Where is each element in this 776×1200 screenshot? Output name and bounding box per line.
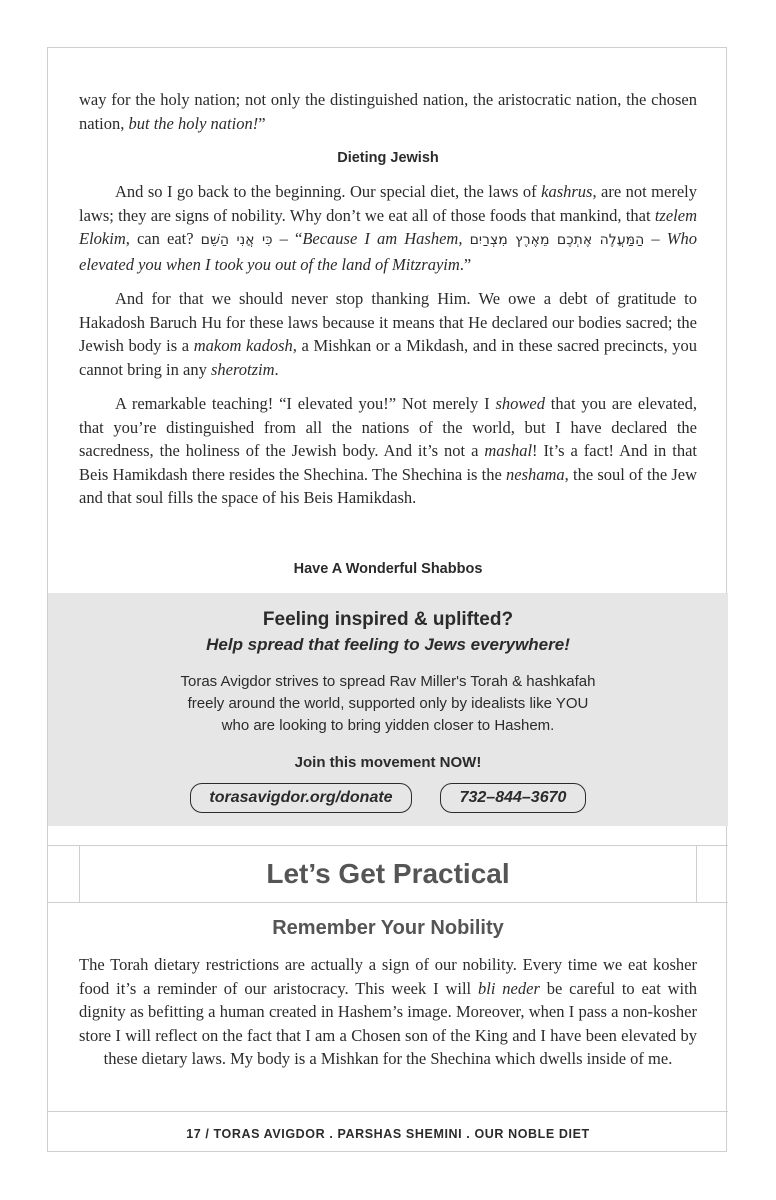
practical-title: Let’s Get Practical — [266, 858, 510, 889]
article-paragraph-2: And for that we should never stop thanking Him. We owe a debt of gratitude to Hakadosh Baruch Hu for these laws because it means that He declared our bodies sacred; the Jewish body is a makom kadosh, a Mishkan or a Mikdash, and in these sacred precincts, you cannot bring in any sherotzim. — [79, 289, 697, 379]
article-paragraph-3: A remarkable teaching! “I elevated you!” Not merely I showed that you are elevated, that you’re distinguished from all the nations of the world, but I have declared the sacredness, the holiness of the Jewish body. And it’s not a mashal! It’s a fact! And in that Beis Hamikdash there resides the Shechina. The Shechina is the neshama, the soul of the Jew and that soul fills the space of his Beis Hamikdash. — [79, 394, 697, 507]
donate-title: Feeling inspired & uplifted? — [262, 609, 514, 630]
donate-call-to-action: Join this movement NOW! — [294, 754, 482, 771]
practical-subtitle: Remember Your Nobility — [272, 917, 504, 939]
hebrew-phrase-1: כִּי אֲנִי הַשֵּׁם — [200, 232, 273, 248]
donate-link[interactable]: torasavigdor.org/donate — [190, 783, 412, 813]
page-footer: 17 / TORAS AVIGDOR . PARSHAS SHEMINI . OUR NOBLE DIET — [186, 1127, 590, 1141]
phone-number[interactable]: 732–844–3670 — [440, 783, 586, 813]
donate-line-3: who are looking to bring yidden closer to Hashem. — [221, 717, 555, 734]
donate-banner — [48, 593, 728, 826]
footer-divider — [48, 1111, 728, 1112]
donate-subtitle: Help spread that feeling to Jews everywhere! — [206, 635, 570, 654]
section-heading-dieting-jewish: Dieting Jewish — [337, 150, 439, 166]
article-paragraph-0: way for the holy nation; not only the distinguished nation, the aristocratic nation, the chosen nation, but the holy nation!” — [79, 90, 697, 133]
donate-line-1: Toras Avigdor strives to spread Rav Miller's Torah & hashkafah — [180, 673, 596, 690]
practical-banner — [48, 845, 728, 903]
article-paragraph-1: And so I go back to the beginning. Our special diet, the laws of kashrus, are not merely laws; they are signs of nobility. Why don’t we eat all of those foods that mankind, that tzelem Elokim, can eat? כִּי אֲנִי הַשֵּׁם – “Because I am Hashem, הַמַּעֲלֶה אֶתְכֶם מֵאֶרֶץ מִצְרַיִם – Who elevated you when I took you out of the land of Mitzrayim.” — [79, 182, 697, 274]
donate-line-2: freely around the world, supported only by idealists like YOU — [187, 695, 589, 712]
hebrew-phrase-2: הַמַּעֲלֶה אֶתְכֶם מֵאֶרֶץ מִצְרַיִם — [469, 232, 645, 248]
donate-description — [48, 671, 728, 737]
practical-paragraph: The Torah dietary restrictions are actually a sign of our nobility. Every time we eat kosher food it’s a reminder of our aristocracy. This week I will bli neder be careful to eat with dignity as befitting a human created in Hashem’s image. Moreover, when I pass a non-kosher store I will reflect on the fact that I am a Chosen son of the King and I have been elevated by these dietary laws. My body is a Mishkan for the Shechina which dwells inside of me. — [79, 955, 697, 1068]
closing-greeting: Have A Wonderful Shabbos — [293, 561, 483, 577]
article-body — [79, 180, 697, 521]
